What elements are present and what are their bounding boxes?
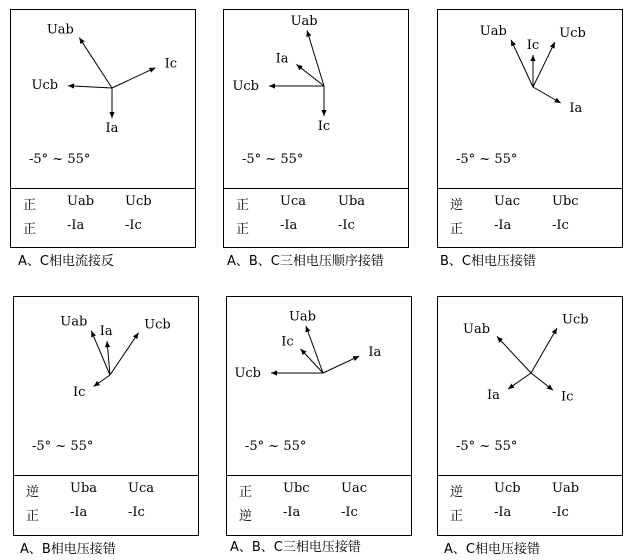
angle-range: -5° ~ 55°: [456, 439, 518, 454]
sequence-cell: 逆: [239, 509, 253, 524]
phasor-line: [497, 336, 531, 373]
arrow-head-icon: [68, 83, 74, 88]
phasor-label: Ucb: [562, 312, 589, 328]
phasor-ia: [487, 373, 531, 403]
phasor-label: Uab: [60, 314, 88, 330]
phasor-label: Ic: [281, 334, 294, 350]
phasor-ic: [527, 38, 539, 87]
current-cell: -Ia: [70, 505, 88, 520]
panel-caption: B、C相电压接错: [440, 254, 536, 269]
phasor-panel-1: [10, 9, 196, 248]
arrow-head-icon: [530, 55, 535, 61]
phasor-uab: [480, 24, 533, 87]
table-row: [14, 503, 198, 527]
phasor-label: Ic: [317, 119, 331, 134]
sequence-cell: 正: [236, 198, 250, 213]
voltage-cell: Ucb: [494, 481, 521, 496]
phasor-label: Ucb: [232, 79, 259, 94]
table-row: [227, 479, 411, 503]
phasor-ia: [323, 345, 381, 373]
sequence-cell: 正: [26, 509, 40, 524]
phasor-ucb: [232, 79, 324, 94]
voltage-cell: Uac: [494, 194, 520, 209]
phase-table: [14, 479, 198, 527]
voltage-cell: Uab: [552, 481, 580, 496]
phasor-line: [531, 328, 557, 373]
arrow-head-icon: [547, 384, 553, 390]
phasor-label: Ic: [560, 389, 574, 405]
divider: [224, 188, 408, 189]
voltage-cell: Ubc: [283, 481, 310, 496]
phasor-label: Ia: [368, 344, 382, 360]
current-cell: -Ic: [552, 218, 569, 233]
phasor-label: Ucb: [559, 26, 586, 42]
phasor-label: Uab: [463, 322, 491, 338]
sequence-cell: 正: [239, 485, 253, 500]
voltage-cell: Uba: [70, 481, 98, 496]
divider: [438, 475, 622, 476]
table-row: [438, 216, 622, 240]
sequence-cell: 逆: [450, 485, 464, 500]
phasor-ia: [276, 51, 324, 86]
phasor-panel-6: [437, 296, 623, 536]
phasor-label: Ic: [73, 385, 86, 401]
voltage-cell: Uca: [128, 481, 154, 496]
current-cell: -Ia: [494, 218, 512, 233]
arrow-head-icon: [508, 383, 514, 389]
phasor-label: Ia: [99, 324, 113, 340]
phasor-panel-2: [223, 9, 409, 248]
angle-range: -5° ~ 55°: [32, 439, 94, 454]
phasor-label: Ic: [164, 56, 177, 72]
phase-table: [438, 192, 622, 240]
table-row: [438, 479, 622, 503]
phasor-label: Ia: [275, 51, 289, 67]
phasor-ucb: [531, 312, 589, 373]
phase-table: [227, 479, 411, 527]
phasor-label: Uab: [288, 309, 316, 325]
phasor-label: Uab: [46, 22, 74, 38]
phasor-line: [306, 326, 323, 373]
current-cell: -Ia: [280, 218, 298, 233]
arrow-head-icon: [109, 112, 114, 118]
voltage-cell: Uab: [67, 194, 95, 209]
arrow-head-icon: [321, 110, 326, 116]
phasor-line: [79, 38, 112, 88]
phasor-label: Ic: [526, 38, 540, 53]
panel-caption: A、C相电压接错: [444, 542, 540, 557]
sequence-cell: 正: [23, 198, 37, 213]
current-cell: -Ic: [341, 505, 358, 520]
phasor-label: Uab: [479, 23, 507, 39]
phasor-line: [112, 68, 156, 88]
phasor-label: Ucb: [144, 317, 171, 333]
voltage-cell: Ucb: [125, 194, 152, 209]
arrow-head-icon: [306, 326, 311, 333]
arrow-head-icon: [296, 64, 302, 70]
phasor-line: [68, 86, 112, 88]
phasor-ia: [533, 87, 583, 116]
phasor-ucb: [32, 78, 112, 93]
table-row: [11, 216, 195, 240]
phasor-label: Ia: [486, 387, 500, 403]
table-row: [438, 503, 622, 527]
table-row: [227, 503, 411, 527]
phasor-label: Ia: [569, 101, 583, 116]
phasor-label: Ia: [105, 121, 119, 136]
phasor-ucb: [533, 26, 586, 87]
phasor-ic: [281, 335, 323, 373]
phase-table: [438, 479, 622, 527]
table-row: [14, 479, 198, 503]
phasor-ia: [106, 88, 119, 136]
current-cell: -Ia: [67, 218, 85, 233]
table-row: [224, 192, 408, 216]
current-cell: -Ic: [125, 218, 142, 233]
phasor-panel-3: [437, 9, 623, 248]
table-row: [224, 216, 408, 240]
arrow-head-icon: [306, 31, 311, 37]
current-cell: -Ic: [338, 218, 355, 233]
phasor-ucb: [234, 366, 323, 381]
arrow-head-icon: [271, 370, 277, 375]
phase-table: [11, 192, 195, 240]
angle-range: -5° ~ 55°: [29, 152, 91, 167]
arrow-head-icon: [94, 381, 100, 387]
phase-table: [224, 192, 408, 240]
current-cell: -Ia: [494, 505, 512, 520]
angle-range: -5° ~ 55°: [245, 439, 307, 454]
sequence-cell: 逆: [26, 485, 40, 500]
phasor-uab: [463, 322, 531, 373]
phasor-label: Ucb: [234, 366, 261, 381]
voltage-cell: Ubc: [552, 194, 579, 209]
divider: [438, 188, 622, 189]
phasor-ucb: [110, 317, 171, 375]
sequence-cell: 正: [23, 222, 37, 237]
phasor-ic: [531, 373, 573, 404]
current-cell: -Ic: [552, 505, 569, 520]
phasor-panel-4: [13, 296, 199, 536]
phasor-ic: [73, 375, 110, 400]
arrow-head-icon: [269, 83, 275, 88]
phasor-panel-5: [226, 296, 412, 536]
phasor-uab: [291, 14, 324, 86]
voltage-cell: Uac: [341, 481, 367, 496]
sequence-cell: 逆: [450, 198, 464, 213]
arrow-head-icon: [79, 38, 84, 44]
phasor-label: Uab: [290, 13, 318, 29]
panel-caption: A、B、C三相电压顺序接错: [227, 254, 384, 269]
arrow-head-icon: [133, 333, 139, 339]
table-row: [438, 192, 622, 216]
divider: [11, 188, 195, 189]
panel-caption: A、C相电流接反: [18, 254, 114, 269]
sequence-cell: 正: [450, 222, 464, 237]
current-cell: -Ic: [128, 505, 145, 520]
angle-range: -5° ~ 55°: [242, 152, 304, 167]
divider: [14, 475, 198, 476]
table-row: [11, 192, 195, 216]
angle-range: -5° ~ 55°: [456, 152, 518, 167]
sequence-cell: 正: [450, 509, 464, 524]
sequence-cell: 正: [236, 222, 250, 237]
phasor-label: Ucb: [31, 78, 59, 94]
phasor-ic: [112, 56, 177, 88]
panel-caption: A、B相电压接错: [20, 542, 116, 557]
phasor-uab: [289, 310, 323, 373]
divider: [227, 475, 411, 476]
panel-caption: A、B、C三相电压接错: [230, 540, 361, 555]
voltage-cell: Uca: [280, 194, 306, 209]
current-cell: -Ia: [283, 505, 301, 520]
voltage-cell: Uba: [338, 194, 366, 209]
phasor-line: [307, 31, 324, 86]
phasor-line: [110, 333, 139, 375]
phasor-ic: [318, 86, 330, 134]
